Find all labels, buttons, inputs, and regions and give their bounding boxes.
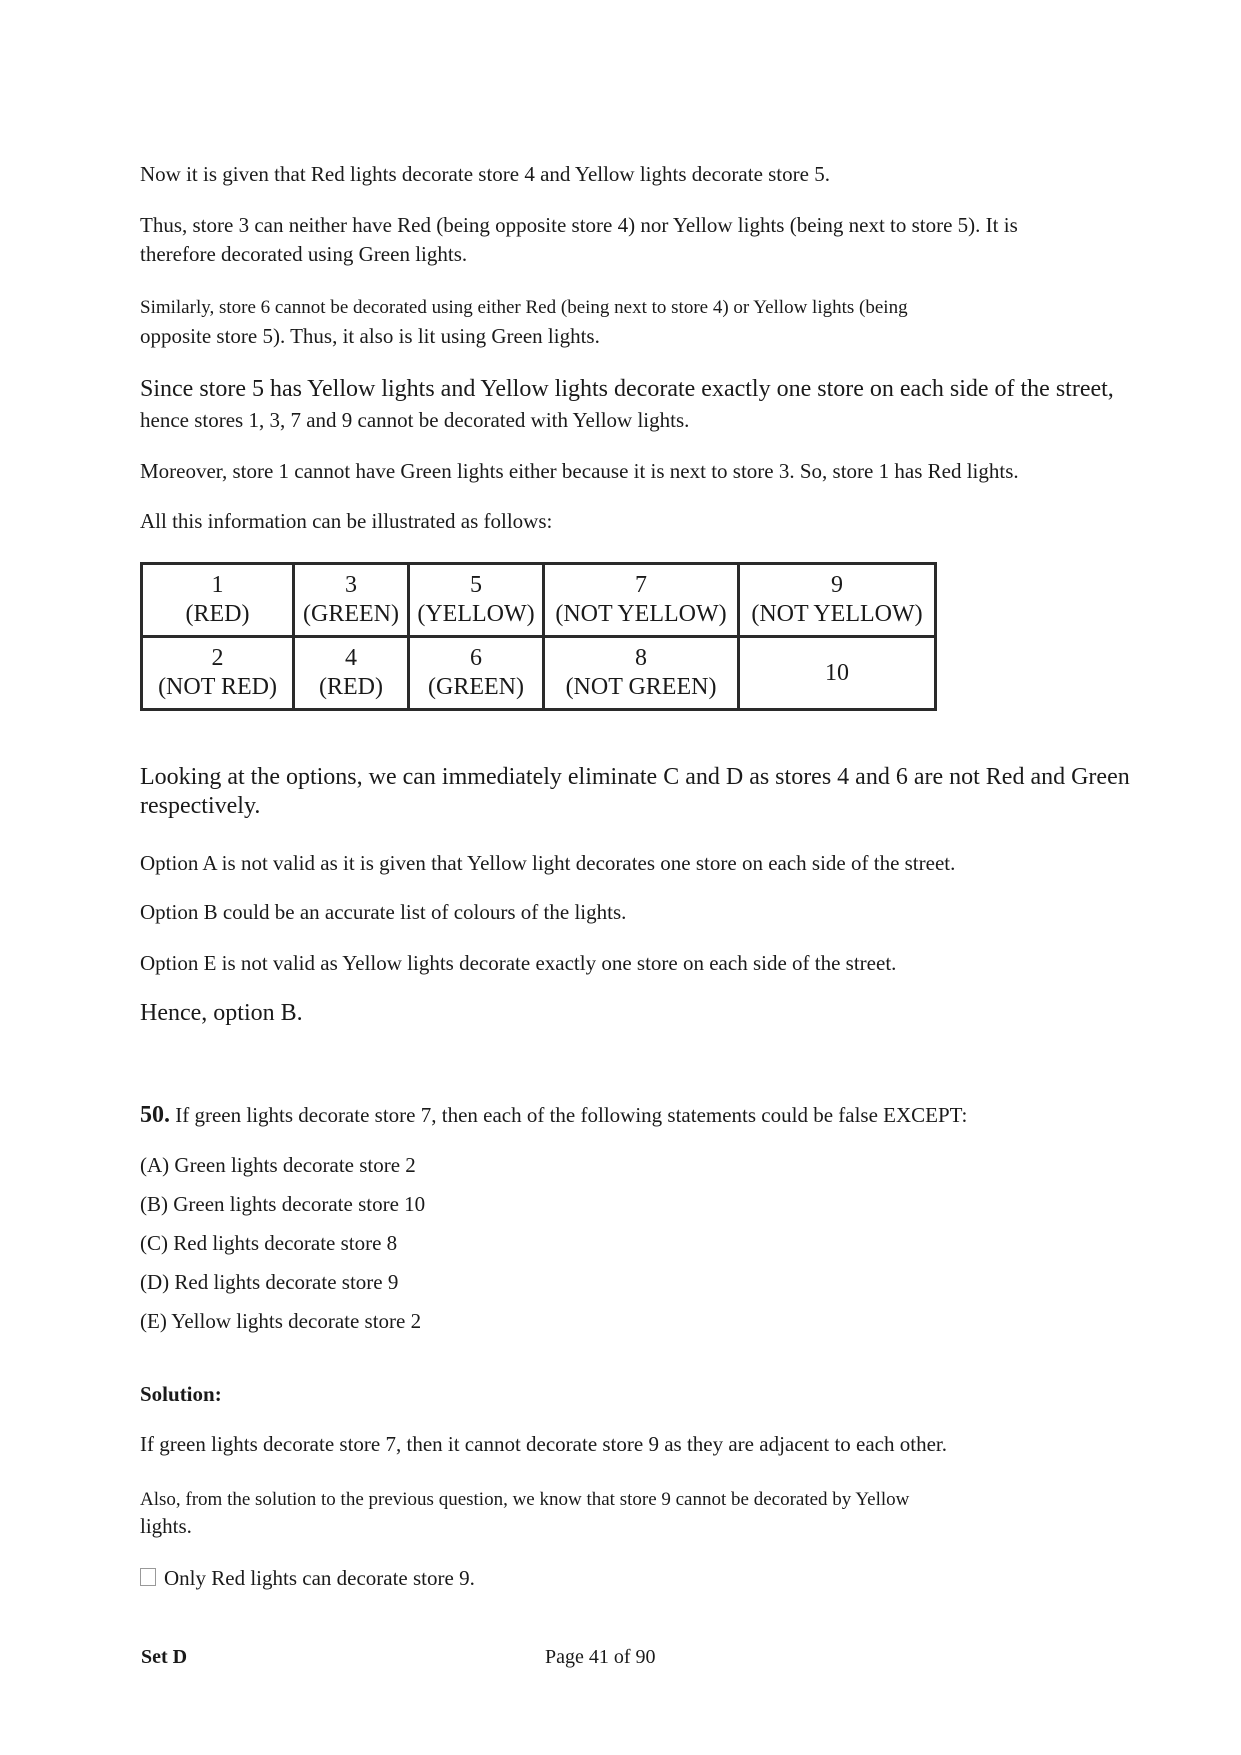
store-number: 5	[470, 572, 482, 598]
store-number: 4	[345, 645, 357, 671]
store-cell	[739, 564, 936, 637]
option-c: (C) Red lights decorate store 8	[140, 1231, 398, 1255]
store-color: (NOT GREEN)	[565, 674, 717, 700]
option-d: (D) Red lights decorate store 9	[140, 1270, 399, 1294]
analysis-option-b: Option B could be an accurate list of colours of the lights.	[140, 900, 627, 924]
paragraph-store6-line2: opposite store 5). Thus, it also is lit using Green lights.	[140, 324, 600, 348]
paragraph-store4-store5: Now it is given that Red lights decorate store 4 and Yellow lights decorate store 5.	[140, 162, 830, 186]
store-number: 9	[831, 572, 843, 598]
store-layout-table	[140, 562, 937, 711]
store-color: (NOT YELLOW)	[751, 601, 923, 627]
solution-line1: If green lights decorate store 7, then it cannot decorate store 9 as they are adjacent to each other.	[140, 1432, 947, 1456]
store-number: 10	[825, 659, 849, 686]
analysis-option-e: Option E is not valid as Yellow lights decorate exactly one store on each side of the street.	[140, 951, 897, 975]
store-color: (RED)	[319, 674, 383, 700]
store-number: 8	[635, 645, 647, 671]
solution-line2a: Also, from the solution to the previous question, we know that store 9 cannot be decorated by Yellow	[140, 1489, 910, 1510]
analysis-eliminate-line2: respectively.	[140, 793, 261, 819]
store-number: 1	[211, 572, 224, 598]
question-number: 50.	[140, 1102, 170, 1128]
store-cell	[294, 564, 409, 637]
paragraph-yellow-line2: hence stores 1, 3, 7 and 9 cannot be decorated with Yellow lights.	[140, 408, 690, 432]
therefore-symbol-icon	[140, 1568, 156, 1586]
store-cell	[739, 637, 936, 710]
option-e: (E) Yellow lights decorate store 2	[140, 1309, 422, 1333]
store-cell	[142, 637, 294, 710]
solution-line2b: lights.	[140, 1514, 192, 1538]
store-cell	[409, 637, 544, 710]
store-number: 2	[211, 645, 224, 671]
store-number: 3	[345, 572, 357, 598]
store-cell	[544, 564, 739, 637]
store-color: (NOT YELLOW)	[555, 601, 727, 627]
question-text: If green lights decorate store 7, then each of the following statements could be false EXCEPT:	[175, 1103, 968, 1127]
footer-page-number: Page 41 of 90	[545, 1646, 656, 1668]
analysis-option-a: Option A is not valid as it is given that Yellow light decorates one store on each side of the street.	[140, 851, 956, 875]
question-50	[140, 1102, 967, 1129]
solution-line3-text: Only Red lights can decorate store 9.	[164, 1566, 475, 1590]
option-b: (B) Green lights decorate store 10	[140, 1192, 426, 1216]
store-cell	[544, 637, 739, 710]
store-color: (GREEN)	[303, 601, 399, 627]
solution-line3	[140, 1566, 475, 1591]
solution-heading: Solution:	[140, 1382, 222, 1406]
store-number: 7	[635, 572, 647, 598]
store-cell	[409, 564, 544, 637]
footer-set: Set D	[141, 1646, 188, 1668]
analysis-conclusion: Hence, option B.	[140, 1000, 303, 1026]
table-row	[142, 637, 936, 710]
store-cell	[142, 564, 294, 637]
store-color: (RED)	[185, 601, 250, 627]
paragraph-store1: Moreover, store 1 cannot have Green lights either because it is next to store 3. So, store 1 has Red lights.	[140, 459, 1019, 483]
table-row	[142, 564, 936, 637]
store-color: (GREEN)	[428, 674, 524, 700]
analysis-eliminate-line1: Looking at the options, we can immediately eliminate C and D as stores 4 and 6 are not Red and Green	[140, 764, 1130, 790]
paragraph-illustrated: All this information can be illustrated as follows:	[140, 509, 553, 533]
store-color: (YELLOW)	[417, 601, 535, 627]
store-cell	[294, 637, 409, 710]
paragraph-store3-line2: therefore decorated using Green lights.	[140, 242, 468, 266]
store-color: (NOT RED)	[158, 674, 277, 700]
paragraph-store3-line1: Thus, store 3 can neither have Red (being opposite store 4) nor Yellow lights (being next to store 5). It is	[140, 213, 1018, 237]
store-number: 6	[470, 645, 482, 671]
option-a: (A) Green lights decorate store 2	[140, 1153, 416, 1177]
paragraph-store6-line1: Similarly, store 6 cannot be decorated using either Red (being next to store 4) or Yellow lights (being	[140, 297, 908, 318]
paragraph-yellow-line1: Since store 5 has Yellow lights and Yellow lights decorate exactly one store on each side of the street,	[140, 376, 1114, 402]
